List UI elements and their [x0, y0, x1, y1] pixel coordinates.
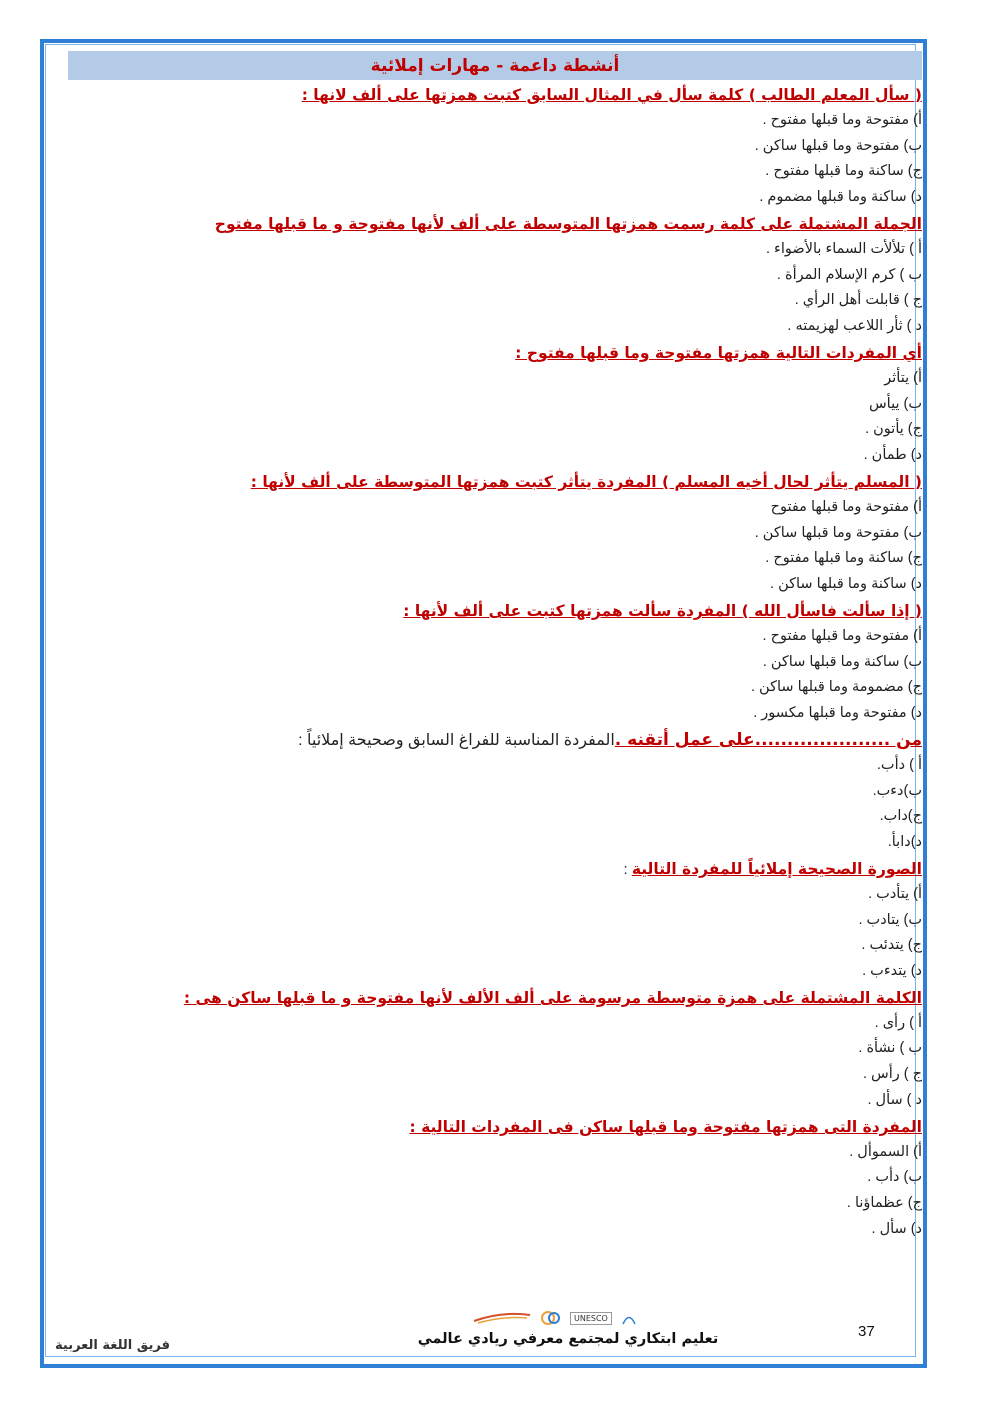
page-number: 37	[858, 1323, 875, 1340]
answer-option: ب) مفتوحة وما قبلها ساكن .	[754, 524, 922, 541]
answer-option: د) مفتوحة وما قبلها مكسور .	[753, 705, 922, 722]
question-9	[122, 1114, 922, 1140]
question-text: الصورة الصحيحة إملائياً للمفردة التالية	[631, 859, 922, 878]
answer-option: أ ) تلألأت السماء بالأضواء .	[765, 240, 922, 257]
footer-team: فريق اللغة العربية	[55, 1338, 170, 1353]
question-suffix: :	[623, 860, 632, 878]
answer-option: د) يتدءب .	[862, 963, 922, 980]
question-text: الجملة المشتملة على كلمة رسمت همزتها المتوسطة على ألف لأنها مفتوحة و ما قبلها مفتوح	[214, 214, 922, 233]
answer-option: ج) ساكنة وما قبلها مفتوح .	[765, 163, 922, 180]
question-text: المفردة التى همزتها مفتوحة وما قبلها ساكن فى المفردات التالية :	[409, 1117, 922, 1136]
answer-option: ب) ساكنة وما قبلها ساكن .	[762, 653, 922, 670]
answer-option: د) ساكنة وما قبلها ساكن .	[770, 576, 922, 593]
answer-option: ج) يأتون .	[865, 421, 922, 438]
questions-list	[122, 82, 922, 1243]
answer-option: أ ) دأب.	[876, 756, 922, 773]
answer-option: د) سأل .	[871, 1221, 922, 1238]
answer-option: ج ) قابلت أهل الرأي .	[794, 292, 922, 309]
answer-option: ج) عظماؤنا .	[846, 1195, 922, 1212]
question-1	[122, 82, 922, 108]
question-suffix: المفردة المناسبة للفراغ السابق وصحيحة إملائياً :	[298, 731, 615, 749]
question-text: أي المفردات التالية همزتها مفتوحة وما قبلها مفتوح :	[515, 343, 922, 362]
footer-logos	[472, 1306, 692, 1330]
page-title: أنشطة داعمة - مهارات إملائية	[370, 55, 620, 76]
question-3	[122, 340, 922, 366]
answer-option: ج) مضمومة وما قبلها ساكن .	[750, 679, 922, 696]
answer-option: أ) مفتوحة وما قبلها مفتوح .	[762, 627, 922, 644]
question-text: ( سأل المعلم الطالب ) كلمة سأل في المثال السابق كتبت همزتها على ألف لانها :	[301, 86, 922, 104]
question-4	[122, 469, 922, 495]
emblem-logo-icon	[620, 1309, 638, 1327]
question-8	[122, 985, 922, 1011]
swoosh-logo-icon	[472, 1311, 532, 1325]
footer-slogan: تعليم ابتكاري لمجتمع معرفي ريادي عالمي	[417, 1331, 719, 1347]
answer-option: د) ساكنة وما قبلها مضموم .	[759, 189, 922, 206]
answer-option: ب ) كرم الإسلام المرأة .	[776, 266, 922, 283]
answer-option: د) طمأن .	[863, 447, 922, 464]
answer-option: د)دابأ.	[887, 834, 922, 851]
answer-option: أ) مفتوحة وما قبلها مفتوح	[770, 498, 922, 515]
answer-option: ج ) رأس .	[862, 1066, 922, 1083]
question-text: ( المسلم يتأثر لحال أخيه المسلم ) المفردة يتأثر كتبت همزتها المتوسطة على ألف لأنها :	[250, 472, 922, 491]
answer-option: ج)داب.	[879, 808, 922, 825]
answer-option: أ ) رأى .	[874, 1014, 922, 1031]
question-6	[122, 727, 922, 753]
answer-option: د ) سأل .	[867, 1092, 922, 1109]
question-text: ( إذا سألت فاسأل الله ) المفردة سألت همزتها كتبت على ألف لأنها :	[403, 601, 922, 620]
answer-option: أ) يتأدب .	[868, 885, 922, 902]
answer-option: ب) دأب .	[867, 1169, 922, 1186]
answer-option: ج) ساكنة وما قبلها مفتوح .	[765, 550, 922, 567]
question-2	[122, 211, 922, 237]
answer-option: ب) يتادب .	[858, 911, 922, 928]
question-5	[122, 598, 922, 624]
question-text: من .....................على عمل أتقنه .	[614, 729, 922, 750]
answer-option: ب) ييأس	[868, 395, 922, 412]
unesco-logo: UNESCO	[570, 1312, 612, 1325]
answer-option: ب) مفتوحة وما قبلها ساكن .	[754, 137, 922, 154]
answer-option: د ) ثأر اللاعب لهزيمته .	[787, 318, 922, 335]
answer-option: ب)دءب.	[872, 782, 922, 799]
answer-option: أ) السموأل .	[849, 1143, 922, 1160]
question-text: الكلمة المشتملة على همزة متوسطة مرسومة على ألف الألف لأنها مفتوحة و ما قبلها ساكن هى :	[183, 988, 922, 1007]
answer-option: أ) يتأثر	[884, 369, 922, 386]
answer-option: ب ) نشأة .	[858, 1040, 922, 1057]
title-bar	[68, 51, 922, 80]
question-7	[122, 856, 922, 882]
answer-option: أ) مفتوحة وما قبلها مفتوح .	[762, 111, 922, 128]
organization-logo-icon	[540, 1310, 562, 1326]
answer-option: ج) يتدئب .	[861, 937, 922, 954]
